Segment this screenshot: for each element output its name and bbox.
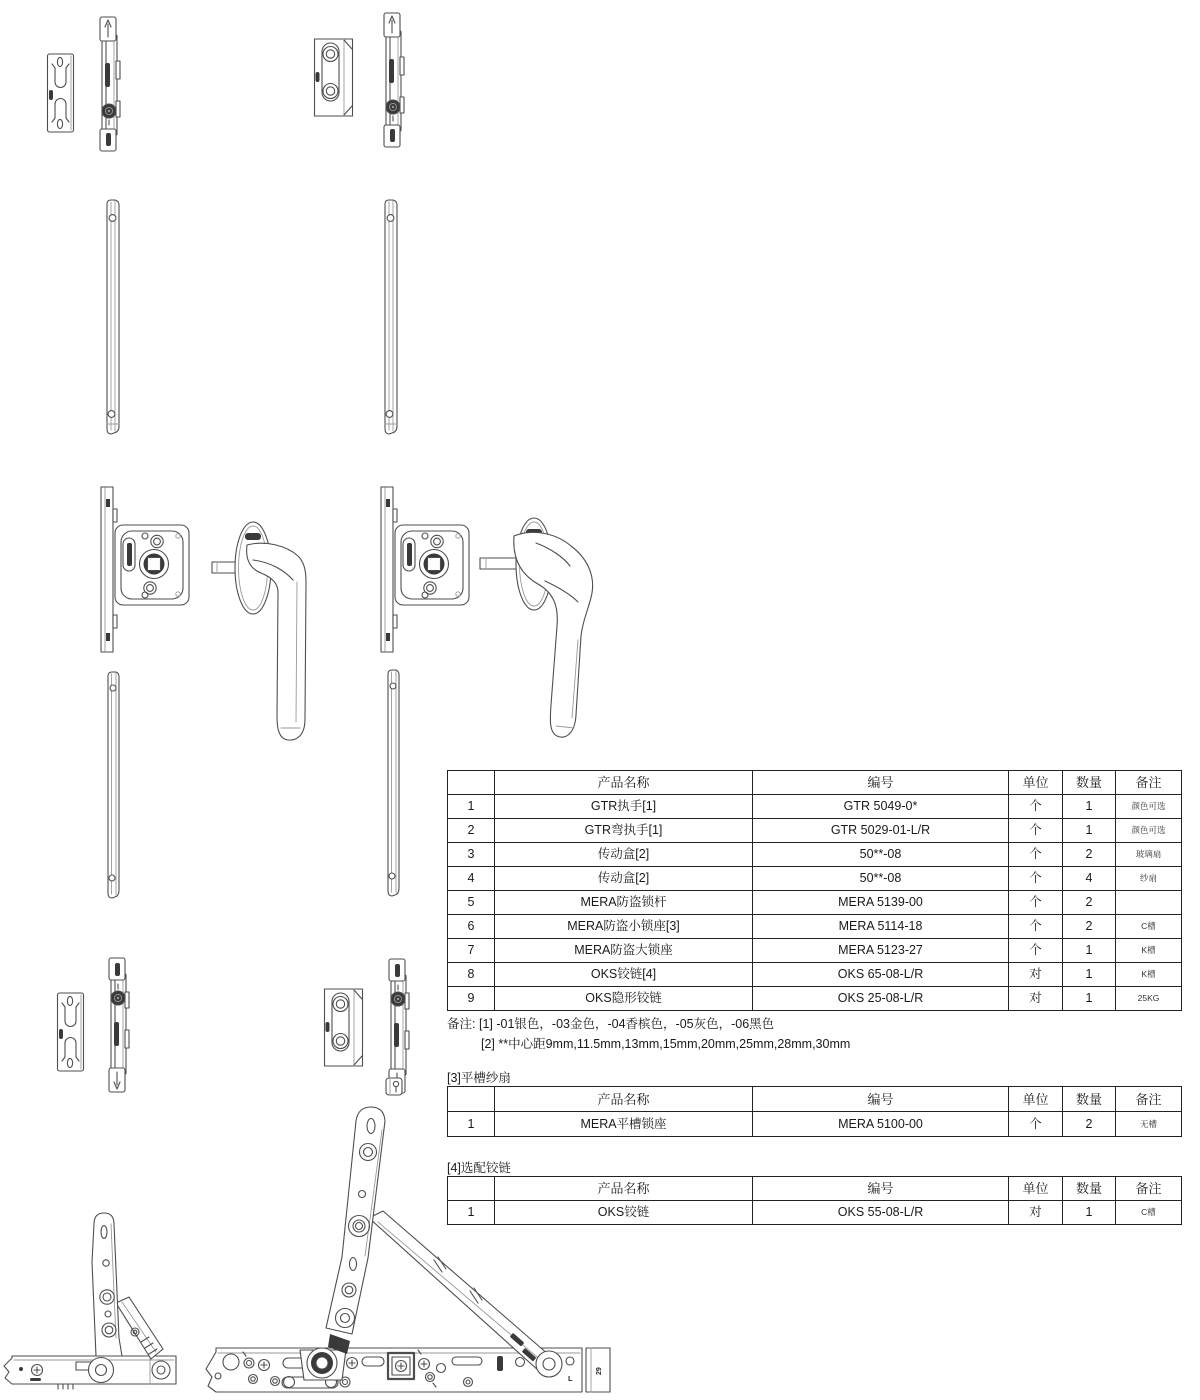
table-row: [448, 795, 1182, 819]
table-row: [448, 939, 1182, 963]
header-code: 编号: [753, 771, 1009, 795]
header-unit: 单位: [1009, 1087, 1063, 1112]
table-row: [448, 843, 1182, 867]
drive-gearbox-left: [101, 487, 189, 652]
cell-no: 5: [448, 891, 495, 915]
cell-name: MERA防盗锁杆: [495, 891, 753, 915]
cell-no: 9: [448, 987, 495, 1011]
notes-line1: [1] -01银色，-03金色，-04香槟色，-05灰色，-06黑色: [478, 1017, 775, 1031]
cell-unit: 对: [1009, 987, 1063, 1011]
table-header-row: [448, 1087, 1182, 1112]
header-remark: 备注: [1116, 771, 1182, 795]
table-row: [448, 1112, 1182, 1137]
header-remark: 备注: [1116, 1087, 1182, 1112]
header-code: 编号: [753, 1087, 1009, 1112]
cell-code: 50**-08: [753, 843, 1009, 867]
header-no: [448, 771, 495, 795]
cell-no: 2: [448, 819, 495, 843]
cell-unit: 个: [1009, 939, 1063, 963]
table-header-row: [448, 1177, 1182, 1201]
cell-no: 1: [448, 1201, 495, 1225]
cell-code: MERA 5100-00: [753, 1112, 1009, 1137]
screen-sash-table: [447, 1086, 1182, 1137]
table-row: [448, 1201, 1182, 1225]
header-code: 编号: [753, 1177, 1009, 1201]
header-no: [448, 1177, 495, 1201]
section4-title: [4]选配铰链: [447, 1161, 511, 1175]
table-row: [448, 915, 1182, 939]
cell-unit: 个: [1009, 891, 1063, 915]
main-parts-table: [447, 770, 1182, 1011]
cell-remark: 颜色可选: [1116, 795, 1182, 819]
cell-no: 3: [448, 843, 495, 867]
cell-code: OKS 65-08-L/R: [753, 963, 1009, 987]
concealed-hinge-drawing: [4, 1213, 176, 1389]
cell-code: MERA 5123-27: [753, 939, 1009, 963]
header-remark: 备注: [1116, 1177, 1182, 1201]
header-name: 产品名称: [495, 1177, 753, 1201]
footnotes: [447, 1014, 850, 1054]
cell-qty: 4: [1063, 867, 1116, 891]
header-qty: 数量: [1063, 1177, 1116, 1201]
cell-code: MERA 5139-00: [753, 891, 1009, 915]
cell-code: GTR 5029-01-L/R: [753, 819, 1009, 843]
cell-remark: 玻璃扇: [1116, 843, 1182, 867]
cell-no: 6: [448, 915, 495, 939]
cell-no: 7: [448, 939, 495, 963]
window-handle-straight: [212, 522, 306, 740]
cell-name: 传动盒[2]: [495, 843, 753, 867]
cell-qty: 1: [1063, 987, 1116, 1011]
lock-rod-strip-upper-right: [385, 200, 397, 434]
cell-no: 4: [448, 867, 495, 891]
cell-code: MERA 5114-18: [753, 915, 1009, 939]
optional-hinge-table: [447, 1176, 1182, 1225]
table-row: [448, 819, 1182, 843]
cell-no: 1: [448, 795, 495, 819]
cell-remark: K槽: [1116, 963, 1182, 987]
cell-qty: 2: [1063, 1112, 1116, 1137]
cell-name: MERA防盗小锁座[3]: [495, 915, 753, 939]
cell-code: 50**-08: [753, 867, 1009, 891]
hinge-end-mark: 29: [596, 1367, 603, 1375]
header-qty: 数量: [1063, 1087, 1116, 1112]
cell-no: 1: [448, 1112, 495, 1137]
cell-name: GTR执手[1]: [495, 795, 753, 819]
cell-remark: 纱扇: [1116, 867, 1182, 891]
lock-keeper-plate-bottom-right: [325, 989, 363, 1066]
section3-title: [3]平槽纱扇: [447, 1071, 511, 1085]
lock-point-bar-top-right: [384, 13, 404, 147]
lock-rod-strip-lower-right: [388, 670, 399, 896]
cell-qty: 1: [1063, 795, 1116, 819]
header-name: 产品名称: [495, 771, 753, 795]
table-header-row: [448, 771, 1182, 795]
header-unit: 单位: [1009, 771, 1063, 795]
cell-name: GTR弯执手[1]: [495, 819, 753, 843]
cell-name: OKS铰链[4]: [495, 963, 753, 987]
cell-qty: 2: [1063, 891, 1116, 915]
lock-rod-strip-upper-left: [107, 200, 119, 434]
cell-unit: 个: [1009, 843, 1063, 867]
table-row: [448, 963, 1182, 987]
table-row: [448, 987, 1182, 1011]
cell-unit: 对: [1009, 1201, 1063, 1225]
cell-remark: 无槽: [1116, 1112, 1182, 1137]
hinge-left-mark: L: [568, 1374, 573, 1383]
drive-gearbox-right: [381, 487, 469, 652]
header-no: [448, 1087, 495, 1112]
cell-qty: 2: [1063, 915, 1116, 939]
cell-name: 传动盒[2]: [495, 867, 753, 891]
lock-point-bar-bottom-right: [389, 959, 409, 1093]
cell-name: MERA防盗大锁座: [495, 939, 753, 963]
cell-name: MERA平槽锁座: [495, 1112, 753, 1137]
cell-code: GTR 5049-0*: [753, 795, 1009, 819]
cell-qty: 2: [1063, 843, 1116, 867]
lock-point-bar-top-left: [100, 17, 120, 151]
cell-unit: 对: [1009, 963, 1063, 987]
header-name: 产品名称: [495, 1087, 753, 1112]
cell-code: OKS 25-08-L/R: [753, 987, 1009, 1011]
lock-rod-strip-lower-left: [108, 672, 119, 898]
notes-label: 备注:: [447, 1017, 476, 1031]
cell-remark: 25KG: [1116, 987, 1182, 1011]
cell-qty: 1: [1063, 963, 1116, 987]
cell-remark: 颜色可选: [1116, 819, 1182, 843]
cell-remark: C槽: [1116, 915, 1182, 939]
cell-code: OKS 55-08-L/R: [753, 1201, 1009, 1225]
lock-keeper-plate-top-left: [48, 54, 74, 132]
cell-qty: 1: [1063, 939, 1116, 963]
notes-line2: [2] **中心距9mm,11.5mm,13mm,15mm,20mm,25mm,28mm,30mm: [481, 1037, 851, 1051]
cell-name: OKS铰链: [495, 1201, 753, 1225]
lock-point-bar-bottom-left: [109, 958, 129, 1092]
header-qty: 数量: [1063, 771, 1116, 795]
cell-remark: [1116, 891, 1182, 915]
cell-remark: C槽: [1116, 1201, 1182, 1225]
table-row: [448, 891, 1182, 915]
window-handle-cranked: [480, 518, 593, 737]
table-row: [448, 867, 1182, 891]
header-unit: 单位: [1009, 1177, 1063, 1201]
cell-unit: 个: [1009, 867, 1063, 891]
cell-unit: 个: [1009, 819, 1063, 843]
cell-qty: 1: [1063, 819, 1116, 843]
lock-keeper-plate-bottom-left: [58, 993, 84, 1071]
cell-no: 8: [448, 963, 495, 987]
cell-qty: 1: [1063, 1201, 1116, 1225]
cell-name: OKS隐形铰链: [495, 987, 753, 1011]
cell-unit: 个: [1009, 1112, 1063, 1137]
cell-remark: K槽: [1116, 939, 1182, 963]
cell-unit: 个: [1009, 795, 1063, 819]
lock-keeper-plate-top-right: [315, 39, 353, 116]
cell-unit: 个: [1009, 915, 1063, 939]
